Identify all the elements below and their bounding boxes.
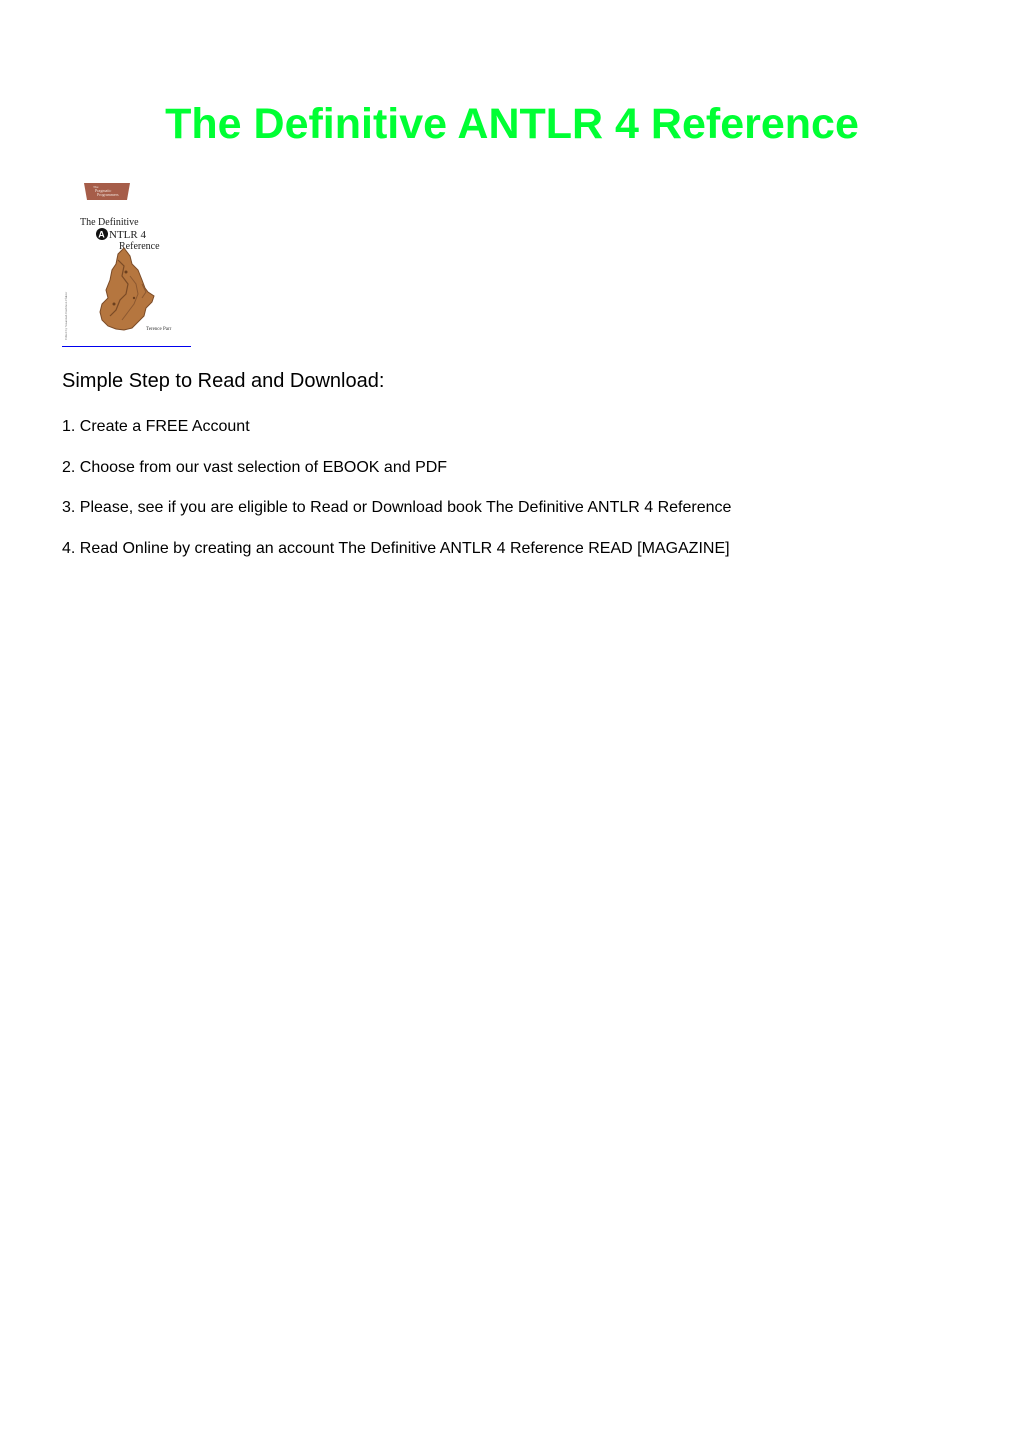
publisher-line-1: The	[93, 185, 99, 189]
steps-heading: Simple Step to Read and Download:	[62, 370, 385, 392]
artifact-detail-dot	[113, 303, 116, 306]
cover-title-line-2: NTLR 4	[109, 229, 146, 241]
publisher-line-2: Pragmatic	[95, 188, 112, 193]
antlr-logo-letter: A	[98, 229, 105, 240]
step-item: 3. Please, see if you are eligible to Read or Download book The Definitive ANTLR 4 Reference	[62, 499, 732, 516]
step-item: 4. Read Online by creating an account The Definitive ANTLR 4 Reference READ [MAGAZINE]	[62, 540, 730, 557]
book-cover-image	[62, 180, 191, 345]
step-item: 1. Create a FREE Account	[62, 418, 250, 435]
artifact-detail-dot	[125, 271, 128, 274]
page-title: The Definitive ANTLR 4 Reference	[165, 100, 859, 148]
cover-title-line-3: Reference	[119, 241, 160, 252]
cover-title-line-1: The Definitive	[80, 217, 139, 228]
step-item: 2. Choose from our vast selection of EBOOK and PDF	[62, 459, 448, 476]
cover-author: Terence Parr	[146, 327, 172, 332]
cover-spine-text: Edited by Susannah Davidson Pfalzer	[64, 291, 68, 340]
publisher-line-3: Programmers	[97, 192, 119, 197]
book-cover-link[interactable]	[62, 180, 191, 347]
artifact-detail-dot	[133, 297, 135, 299]
